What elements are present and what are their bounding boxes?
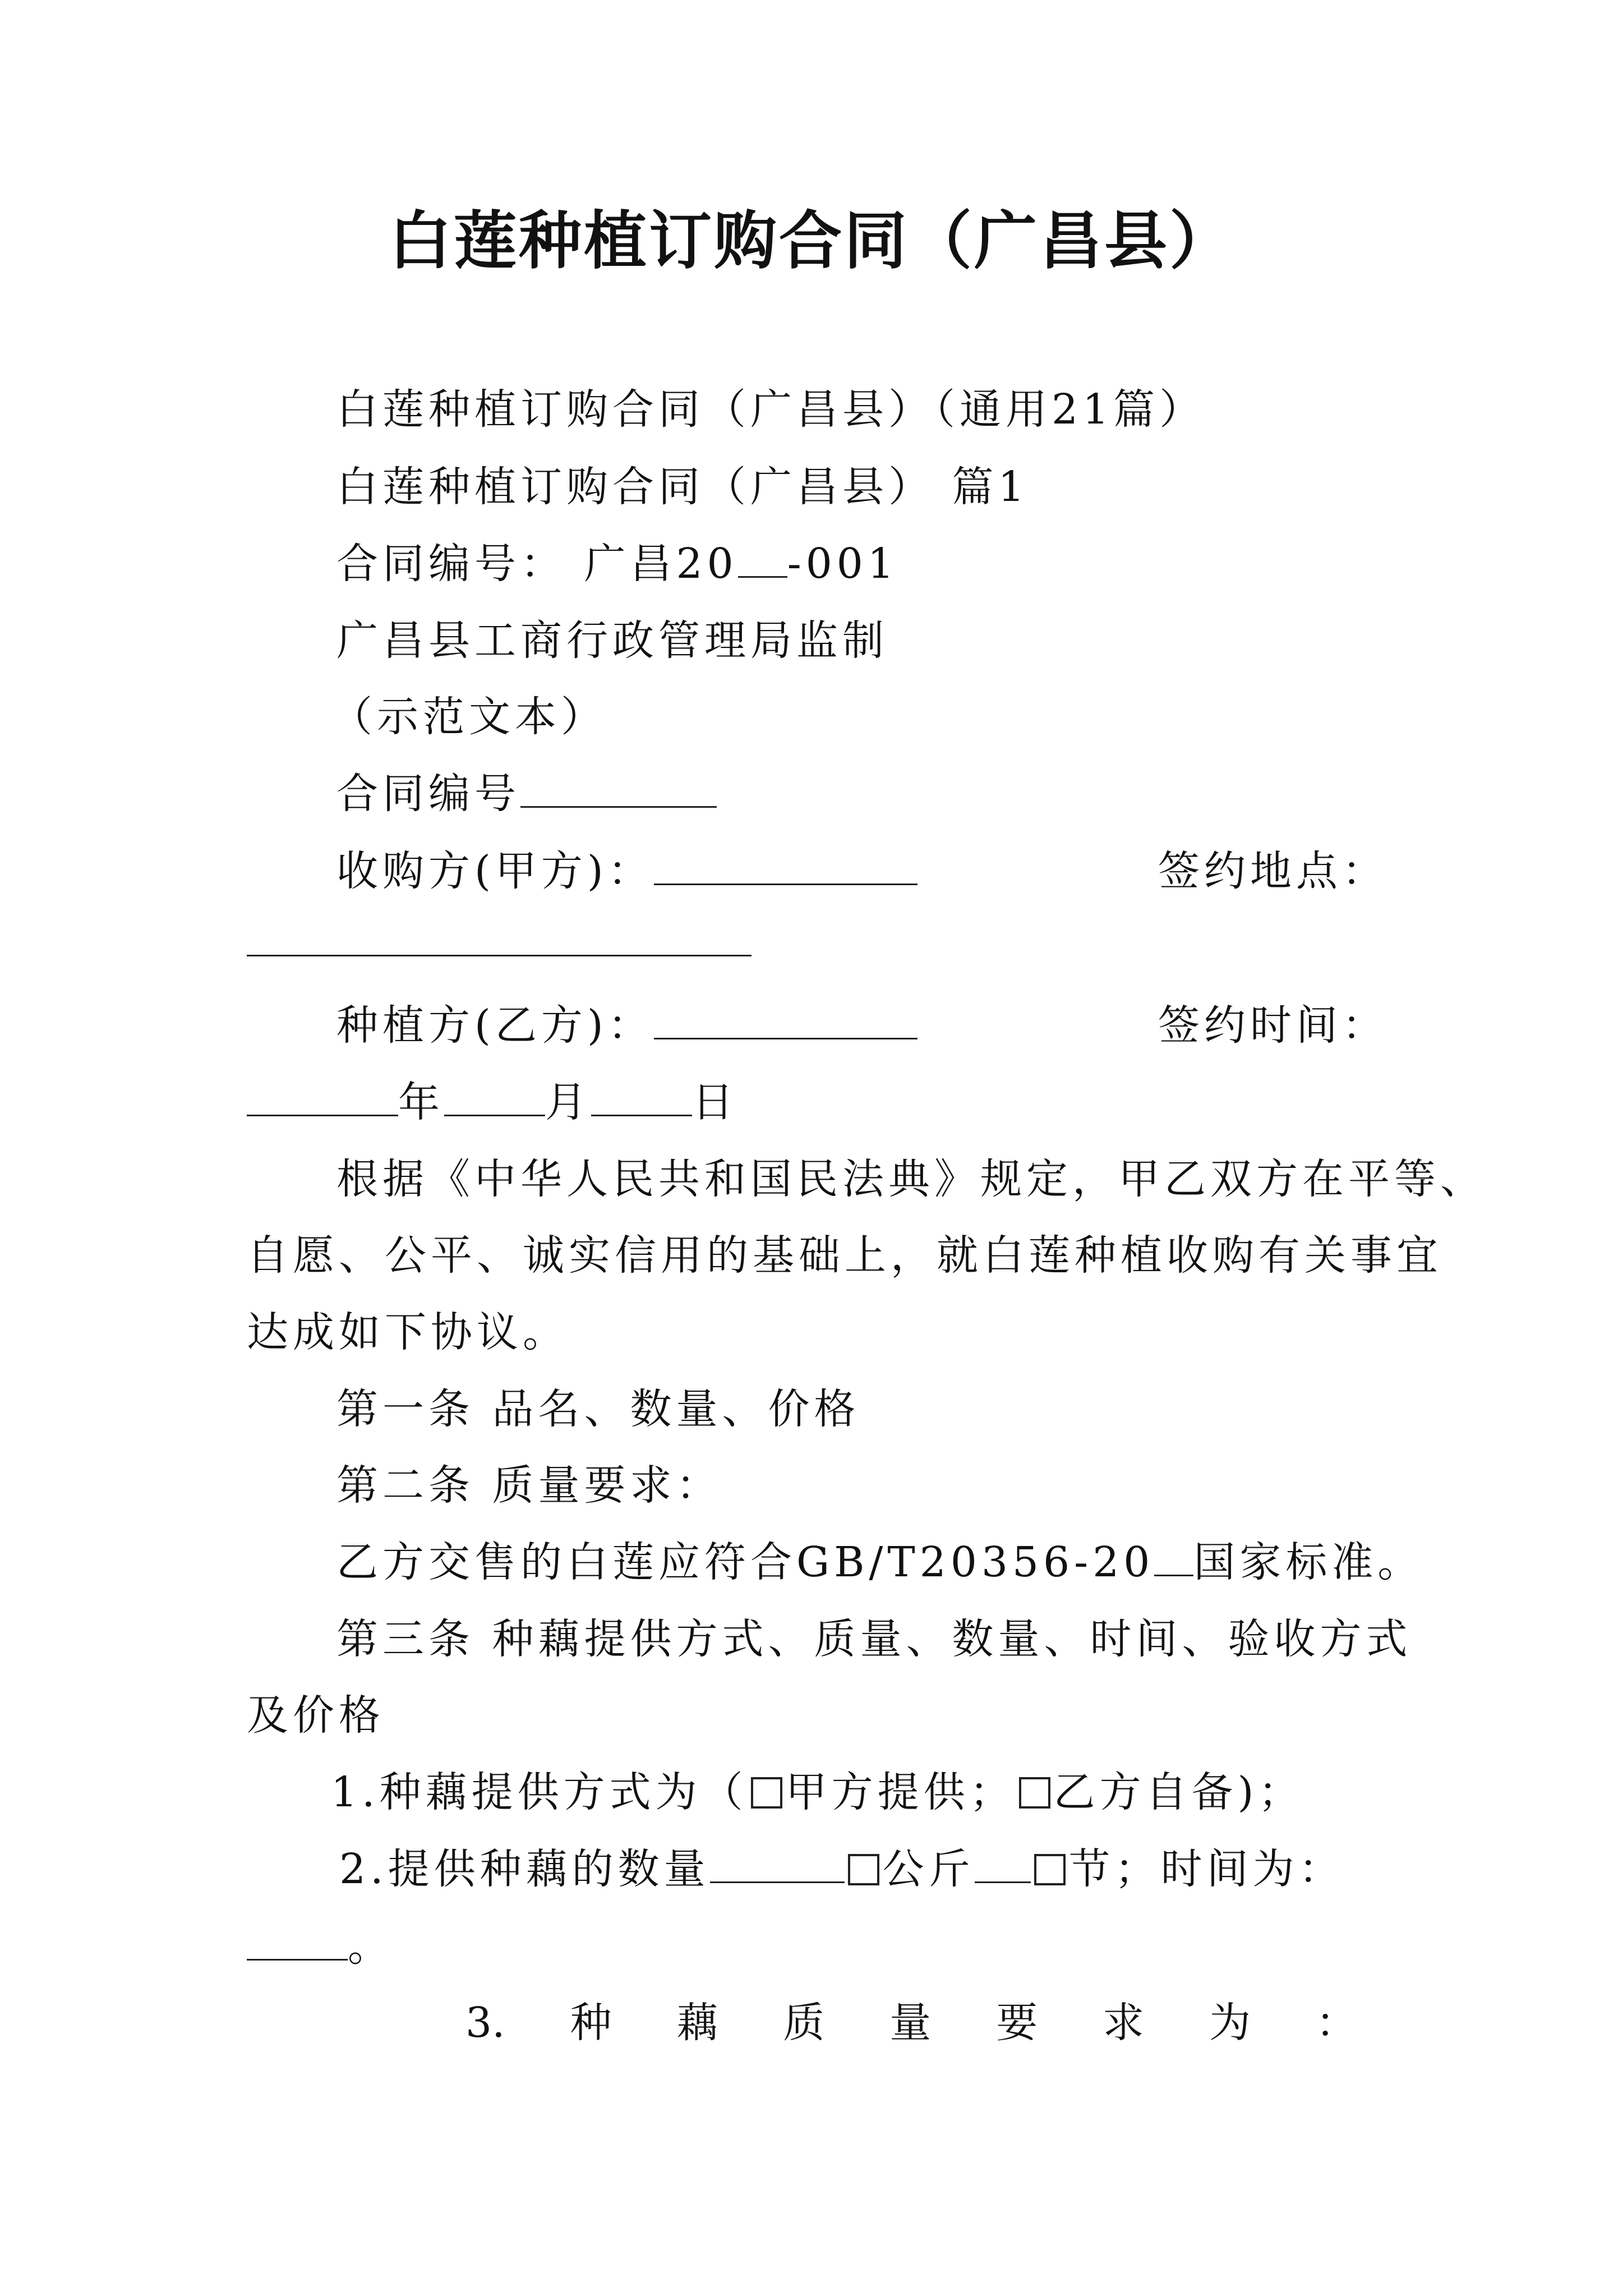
blank-field <box>654 1001 917 1039</box>
day-label: 日 <box>692 1078 738 1126</box>
preamble-line-3: 达成如下协议。 <box>247 1308 569 1356</box>
article-2-heading: 第二条 质量要求： <box>336 1461 722 1510</box>
article-3-heading: 第三条 种藕提供方式、质量、数量、时间、验收方式 <box>336 1615 1412 1663</box>
sign-place-blank-line <box>247 914 751 970</box>
year-label: 年 <box>398 1078 444 1126</box>
item-2-line-cont <box>247 1918 394 1975</box>
blank-field <box>247 1078 398 1116</box>
contract-number-field-line <box>336 766 717 822</box>
blank-field <box>1154 1538 1193 1576</box>
item-2-line <box>339 1841 1345 1897</box>
option-party-b: 乙方自备)； <box>1053 1768 1304 1816</box>
item-3-char: 质 <box>783 1999 825 2047</box>
document-title: 白莲种植订购合同（广昌县） <box>389 204 1234 278</box>
unit-kg: 公斤 <box>882 1845 975 1893</box>
quality-standard-line <box>336 1534 1423 1590</box>
buyer-line <box>336 843 917 899</box>
item-3-char: 为 <box>1209 1999 1251 2047</box>
blank-field <box>591 1078 692 1116</box>
blank-field <box>654 846 917 885</box>
item-3-char: 3. <box>465 1999 505 2047</box>
checkbox-icon[interactable] <box>751 1777 782 1809</box>
standard-text: 乙方交售的白莲应符合GB/T20356-20 <box>336 1538 1155 1586</box>
item-2-label: 2.提供种藕的数量 <box>339 1845 710 1893</box>
date-line <box>247 1074 738 1130</box>
blank-field <box>738 539 787 578</box>
article-3-heading-cont: 及价格 <box>247 1691 385 1740</box>
option-party-a: 甲方提供； <box>785 1768 1016 1816</box>
contract-number-field-label: 合同编号 <box>336 770 520 818</box>
preamble-line-2: 自愿、公平、诚实信用的基础上，就白莲种植收购有关事宜 <box>247 1231 1442 1280</box>
contract-number-label: 合同编号： 广昌20 <box>336 540 738 588</box>
contract-number-line <box>336 536 898 592</box>
supervisor-line: 广昌县工商行政管理局监制 <box>336 616 888 665</box>
checkbox-icon[interactable] <box>1019 1777 1050 1809</box>
item-3-char: 种 <box>570 1999 612 2047</box>
checkbox-icon[interactable] <box>848 1854 879 1885</box>
standard-suffix: 国家标准。 <box>1193 1538 1424 1586</box>
article-1-heading: 第一条 品名、数量、价格 <box>336 1385 860 1433</box>
blank-field <box>247 1922 348 1961</box>
planter-label: 种植方(乙方)： <box>336 1001 654 1050</box>
preamble-line-1: 根据《中华人民共和国民法典》规定，甲乙双方在平等、 <box>336 1155 1486 1203</box>
item-3-char: 要 <box>996 1999 1038 2047</box>
planter-line <box>336 997 917 1053</box>
sign-time-label: 签约时间： <box>1158 1001 1388 1050</box>
model-text-note: （示范文本） <box>331 693 607 741</box>
blank-field <box>444 1078 545 1116</box>
item-3-char: ： <box>1315 1999 1357 2047</box>
item-3-char: 量 <box>889 1999 932 2047</box>
item-3-line <box>465 1995 1357 2051</box>
item-1-line <box>331 1764 1304 1820</box>
blank-field <box>975 1844 1031 1883</box>
item-3-char: 藕 <box>676 1999 718 2047</box>
item-1-label: 1.种藕提供方式为（ <box>331 1768 748 1816</box>
checkbox-icon[interactable] <box>1034 1854 1066 1885</box>
month-label: 月 <box>545 1078 591 1126</box>
section-heading: 白莲种植订购合同（广昌县） 篇1 <box>336 463 1029 511</box>
buyer-label: 收购方(甲方)： <box>336 847 654 895</box>
blank-field <box>520 769 717 808</box>
subtitle-line: 白莲种植订购合同（广昌县）（通用21篇） <box>336 385 1206 434</box>
period: 。 <box>348 1922 394 1971</box>
blank-field <box>247 918 751 956</box>
unit-section-time: 节；时间为： <box>1068 1845 1345 1893</box>
item-3-char: 求 <box>1103 1999 1145 2047</box>
blank-field <box>710 1844 845 1883</box>
sign-place-label: 签约地点： <box>1158 847 1388 895</box>
contract-number-suffix: -001 <box>787 540 898 588</box>
